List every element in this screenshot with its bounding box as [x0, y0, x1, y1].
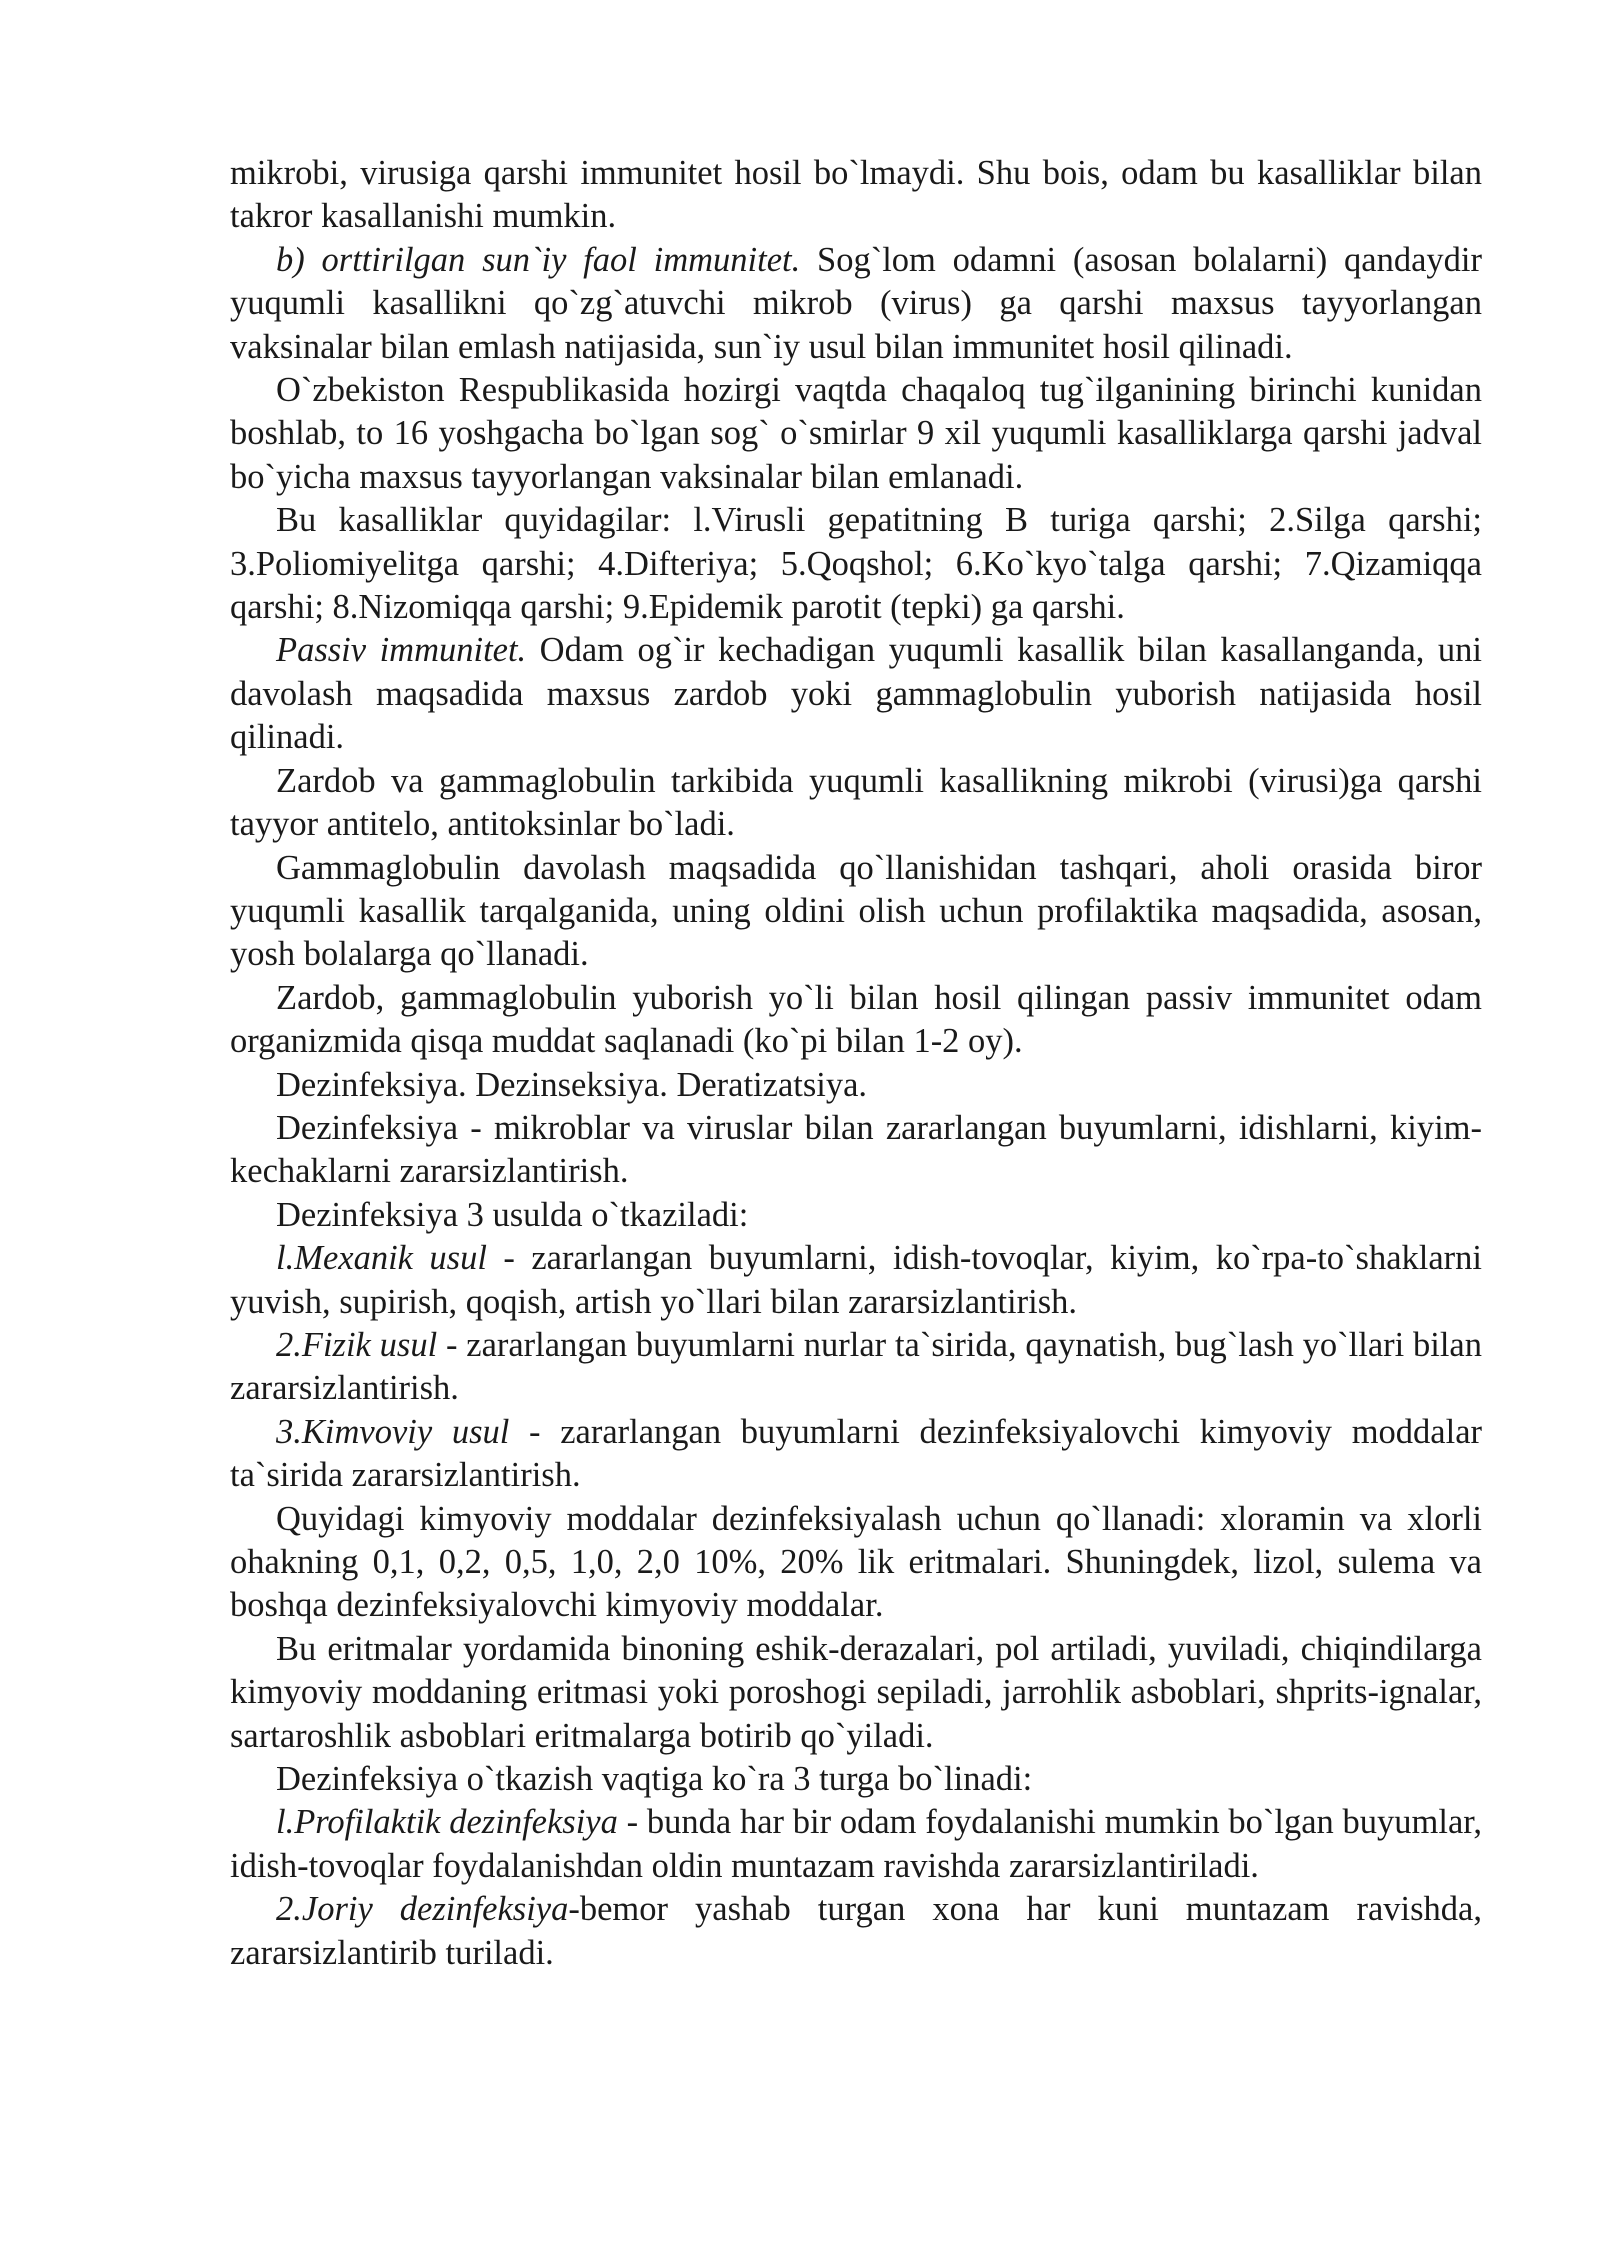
- list-item-chemical-method: [230, 1411, 1482, 1498]
- list-item-text: - zararlangan buyumlarni nurlar ta`sirida, qaynatish, bug`lash yo`llari bilan zararsizlantirish.: [230, 1325, 1482, 1408]
- list-item-text: -bemor yashab turgan xona har kuni muntazam ravishda, zararsizlantirib turiladi.: [230, 1890, 1482, 1972]
- document-body: [230, 152, 1482, 1975]
- paragraph-text: Zardob, gammaglobulin yuborish yo`li bilan hosil qilingan passiv immunitet odam organizmida qisqa muddat saqlanadi (ko`pi bilan 1-2 oy).: [230, 978, 1482, 1061]
- list-item-lead-italic: 2.Fizik usul: [276, 1325, 438, 1364]
- paragraph-text: mikrobi, virusiga qarshi immunitet hosil bo`lmaydi. Shu bois, odam bu kasalliklar bilan takror kasallanishi mumkin.: [230, 154, 1482, 236]
- paragraph-solution-application: [230, 1628, 1482, 1758]
- paragraph-text: Sog`lom odamni (asosan bolalarni) qandaydir yuqumli kasallikni qo`zg`atuvchi mikrob (virus) ga qarshi maxsus tayyorlangan vaksinalar bilan emlash natijasida, sun`iy usul bilan immunitet hosil qilinadi.: [230, 240, 1482, 366]
- paragraph-uzbekistan-vaccination: [230, 369, 1482, 499]
- paragraph-disinfection-definition: [230, 1107, 1482, 1194]
- paragraph-acquired-active-immunity: [230, 239, 1482, 369]
- paragraph-disinfection-methods-intro: [230, 1194, 1482, 1237]
- paragraph-passive-immunity: [230, 629, 1482, 759]
- paragraph-chemical-substances: [230, 1498, 1482, 1628]
- paragraph-text: Bu eritmalar yordamida binoning eshik-derazalari, pol artiladi, yuviladi, chiqindilarga kimyoviy moddaning eritmasi yoki poroshogi sepiladi, jarrohlik asboblari, shprits-ignalar, sartaroshlik asboblari eritmalarga botirib qo`yiladi.: [230, 1629, 1482, 1755]
- paragraph-text: Bu kasalliklar quyidagilar: l.Virusli gepatitning B turiga qarshi; 2.Silga qarshi; 3.Poliomiyelitga qarshi; 4.Difteriya; 5.Qoqshol; 6.Ko`kyo`talga qarshi; 7.Qizamiqqa qarshi; 8.Nizomiqqa qarshi; 9.Epidemik parotit (tepki) ga qarshi.: [230, 501, 1482, 627]
- paragraph-text: O`zbekiston Respublikasida hozirgi vaqtda chaqaloq tug`ilganining birinchi kunidan boshlab, to 16 yoshgacha bo`lgan sog` o`smirlar 9 xil yuqumli kasalliklarga qarshi jadval bo`yicha maxsus tayyorlangan vaksinalar bilan emlanadi.: [230, 371, 1482, 496]
- list-item-lead-italic: 2.Joriy dezinfeksiya: [276, 1890, 569, 1929]
- paragraph-text: Quyidagi kimyoviy moddalar dezinfeksiyalash uchun qo`llanadi: xloramin va xlorli ohakning 0,1, 0,2, 0,5, 1,0, 2,0 10%, 20% lik eritmalari. Shuningdek, lizol, sulema va boshqa dezinfeksiyalovchi kimyoviy moddalar.: [230, 1499, 1482, 1625]
- paragraph-text: Gammaglobulin davolash maqsadida qo`llanishidan tashqari, aholi orasida biror yuqumli kasallik tarqalganida, uning oldini olish uchun profilaktika maqsadida, asosan, yosh bolalarga qo`llanadi.: [230, 848, 1482, 974]
- list-item-text: - bunda har bir odam foydalanishi mumkin bo`lgan buyumlar, idish-tovoqlar foydalanishdan oldin muntazam ravishda zararsizlantiriladi.: [230, 1803, 1482, 1885]
- paragraph-gammaglobulin-use: [230, 847, 1482, 977]
- paragraph-serum-composition: [230, 760, 1482, 847]
- section-heading-text: Dezinfeksiya. Dezinseksiya. Deratizatsiya.: [276, 1065, 868, 1104]
- paragraph-disinfection-timing-intro: [230, 1758, 1482, 1801]
- list-item-lead-italic: l.Profilaktik dezinfeksiya: [276, 1803, 618, 1842]
- list-item-mechanical-method: [230, 1237, 1482, 1324]
- section-heading-disinfection: [230, 1064, 1482, 1107]
- list-item-prophylactic-disinfection: [230, 1801, 1482, 1888]
- list-item-text: - zararlangan buyumlarni, idish-tovoqlar, kiyim, ko`rpa-to`shaklarni yuvish, supirish, qoqish, artish yo`llari bilan zararsizlantirish.: [230, 1239, 1483, 1321]
- list-item-lead-italic: l.Mexanik usul: [276, 1239, 487, 1278]
- list-item-physical-method: [230, 1324, 1482, 1411]
- paragraph-lead-italic: Passiv immunitet.: [276, 631, 527, 670]
- paragraph-text: Dezinfeksiya o`tkazish vaqtiga ko`ra 3 turga bo`linadi:: [276, 1760, 1033, 1799]
- paragraph-lead-italic: b) orttirilgan sun`iy faol immunitet.: [276, 240, 801, 279]
- paragraph-text: Odam og`ir kechadigan yuqumli kasallik bilan kasallanganda, uni davolash maqsadida maxsus zardob yoki gammaglobulin yuborish natijasida hosil qilinadi.: [230, 631, 1482, 757]
- list-item-text: - zararlangan buyumlarni dezinfeksiyalovchi kimyoviy moddalar ta`sirida zararsizlantirish.: [230, 1412, 1482, 1495]
- paragraph-text: Dezinfeksiya - mikroblar va viruslar bilan zararlangan buyumlarni, idishlarni, kiyim-kechaklarni zararsizlantirish.: [230, 1108, 1482, 1191]
- paragraph-text: Zardob va gammaglobulin tarkibida yuqumli kasallikning mikrobi (virusi)ga qarshi tayyor antitelo, antitoksinlar bo`ladi.: [230, 761, 1482, 844]
- paragraph-text: Dezinfeksiya 3 usulda o`tkaziladi:: [276, 1195, 749, 1234]
- paragraph-disease-list: [230, 499, 1482, 629]
- paragraph-passive-duration: [230, 977, 1482, 1064]
- list-item-lead-italic: 3.Kimvoviy usul: [276, 1412, 510, 1451]
- paragraph-immunity-continuation: [230, 152, 1482, 239]
- list-item-current-disinfection: [230, 1888, 1482, 1975]
